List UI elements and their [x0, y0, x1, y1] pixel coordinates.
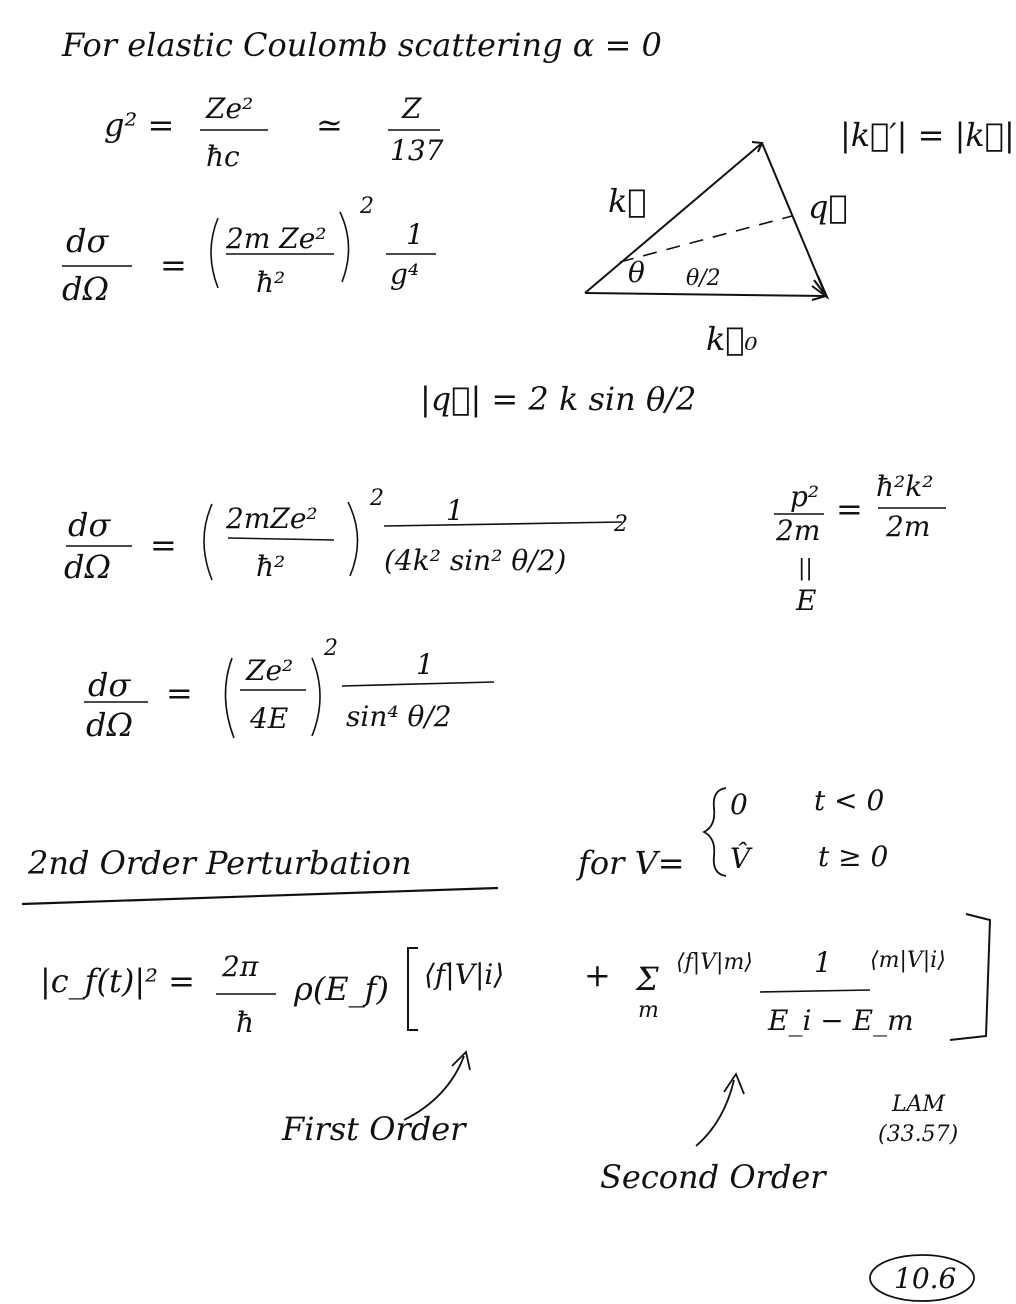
energy-difference: E_i − E_m — [768, 1004, 914, 1037]
fraction-denominator: sin⁴ θ/2 — [346, 700, 452, 733]
domega-denominator: dΩ — [62, 270, 110, 308]
equals-sign: = — [150, 526, 177, 564]
fraction-one: 1 — [814, 946, 832, 979]
energy-rhs-numerator: ħ²k² — [876, 470, 934, 503]
for-v-label: for V= — [578, 844, 685, 882]
case-2-condition: t ≥ 0 — [818, 840, 889, 873]
paren-numerator: 2m Ze² — [226, 222, 327, 255]
power: 2 — [370, 486, 384, 511]
fraction-denominator: (4k² sin² θ/2) — [384, 544, 567, 577]
fraction-denominator: g⁴ — [390, 258, 420, 291]
second-order-annotation: Second Order — [600, 1158, 826, 1196]
amplitude-lhs: |c_f(t)|² = — [40, 962, 195, 1000]
coupling-numerator: Ze² — [206, 92, 254, 125]
parallel-mark: || — [798, 556, 813, 581]
theta-half-label: θ/2 — [686, 266, 721, 291]
dsigma-numerator: dσ — [68, 506, 111, 544]
dsigma-numerator: dσ — [88, 666, 131, 704]
first-order-annotation: First Order — [282, 1110, 466, 1148]
fvm-matrix-element: ⟨f|V|m⟩ — [676, 950, 753, 975]
case-2-value: V̂ — [730, 842, 751, 875]
equals-sign: = — [836, 490, 863, 528]
momentum-magnitude-equality: |k⃗′| = |k⃗| — [840, 116, 1015, 154]
page-number: 10.6 — [894, 1262, 957, 1295]
dsigma-numerator: dσ — [66, 222, 109, 260]
fraction-power: 2 — [614, 512, 628, 537]
equals-sign: = — [166, 674, 193, 712]
power: 2 — [360, 194, 374, 219]
coupling-denominator-2: 137 — [390, 134, 444, 167]
reference-equation-number: (33.57) — [878, 1122, 959, 1147]
case-1-value: 0 — [730, 788, 748, 821]
power: 2 — [324, 636, 338, 661]
energy-numerator: p² — [790, 480, 820, 513]
paren-denominator: ħ² — [256, 550, 286, 583]
q-vector-label: q⃗ — [808, 188, 848, 226]
hbar-denominator: ħ — [236, 1006, 255, 1039]
k0-vector-label: k⃗₀ — [706, 320, 758, 358]
section-heading: 2nd Order Perturbation — [28, 844, 412, 882]
energy-rhs-denominator: 2m — [886, 510, 931, 543]
domega-denominator: dΩ — [64, 548, 112, 586]
vector-triangle — [585, 142, 827, 300]
sum-index: m — [638, 998, 659, 1023]
k-vector-label: k⃗ — [608, 182, 647, 220]
coupling-denominator: ħc — [206, 140, 240, 173]
energy-symbol: E — [796, 584, 817, 617]
momentum-transfer-equation: |q⃗| = 2 k sin θ/2 — [420, 380, 697, 418]
paren-denominator: 4E — [250, 702, 289, 735]
coupling-lhs: g² = — [104, 106, 175, 144]
first-order-matrix-element: ⟨f|V|i⟩ — [424, 958, 505, 991]
plus-sign: + — [584, 956, 611, 994]
paren-denominator: ħ² — [256, 266, 286, 299]
case-1-condition: t < 0 — [814, 784, 885, 817]
page-title: For elastic Coulomb scattering α = 0 — [62, 26, 662, 64]
fraction-numerator: 1 — [446, 494, 464, 527]
fraction-numerator: 1 — [406, 218, 424, 251]
paren-numerator: 2mZe² — [226, 502, 318, 535]
reference-source: LAM — [892, 1092, 946, 1117]
mvi-matrix-element: ⟨m|V|i⟩ — [870, 948, 946, 973]
coupling-numerator-2: Z — [402, 92, 422, 125]
equals-sign: = — [160, 246, 187, 284]
sum-symbol: Σ — [636, 960, 659, 998]
density-of-states: ρ(E_f) — [294, 970, 389, 1008]
two-pi-numerator: 2π — [222, 950, 259, 983]
domega-denominator: dΩ — [86, 706, 134, 744]
approx-sign: ≃ — [316, 106, 343, 144]
theta-label: θ — [628, 256, 645, 289]
paren-numerator: Ze² — [246, 654, 294, 687]
energy-denominator: 2m — [776, 514, 821, 547]
fraction-numerator: 1 — [416, 648, 434, 681]
